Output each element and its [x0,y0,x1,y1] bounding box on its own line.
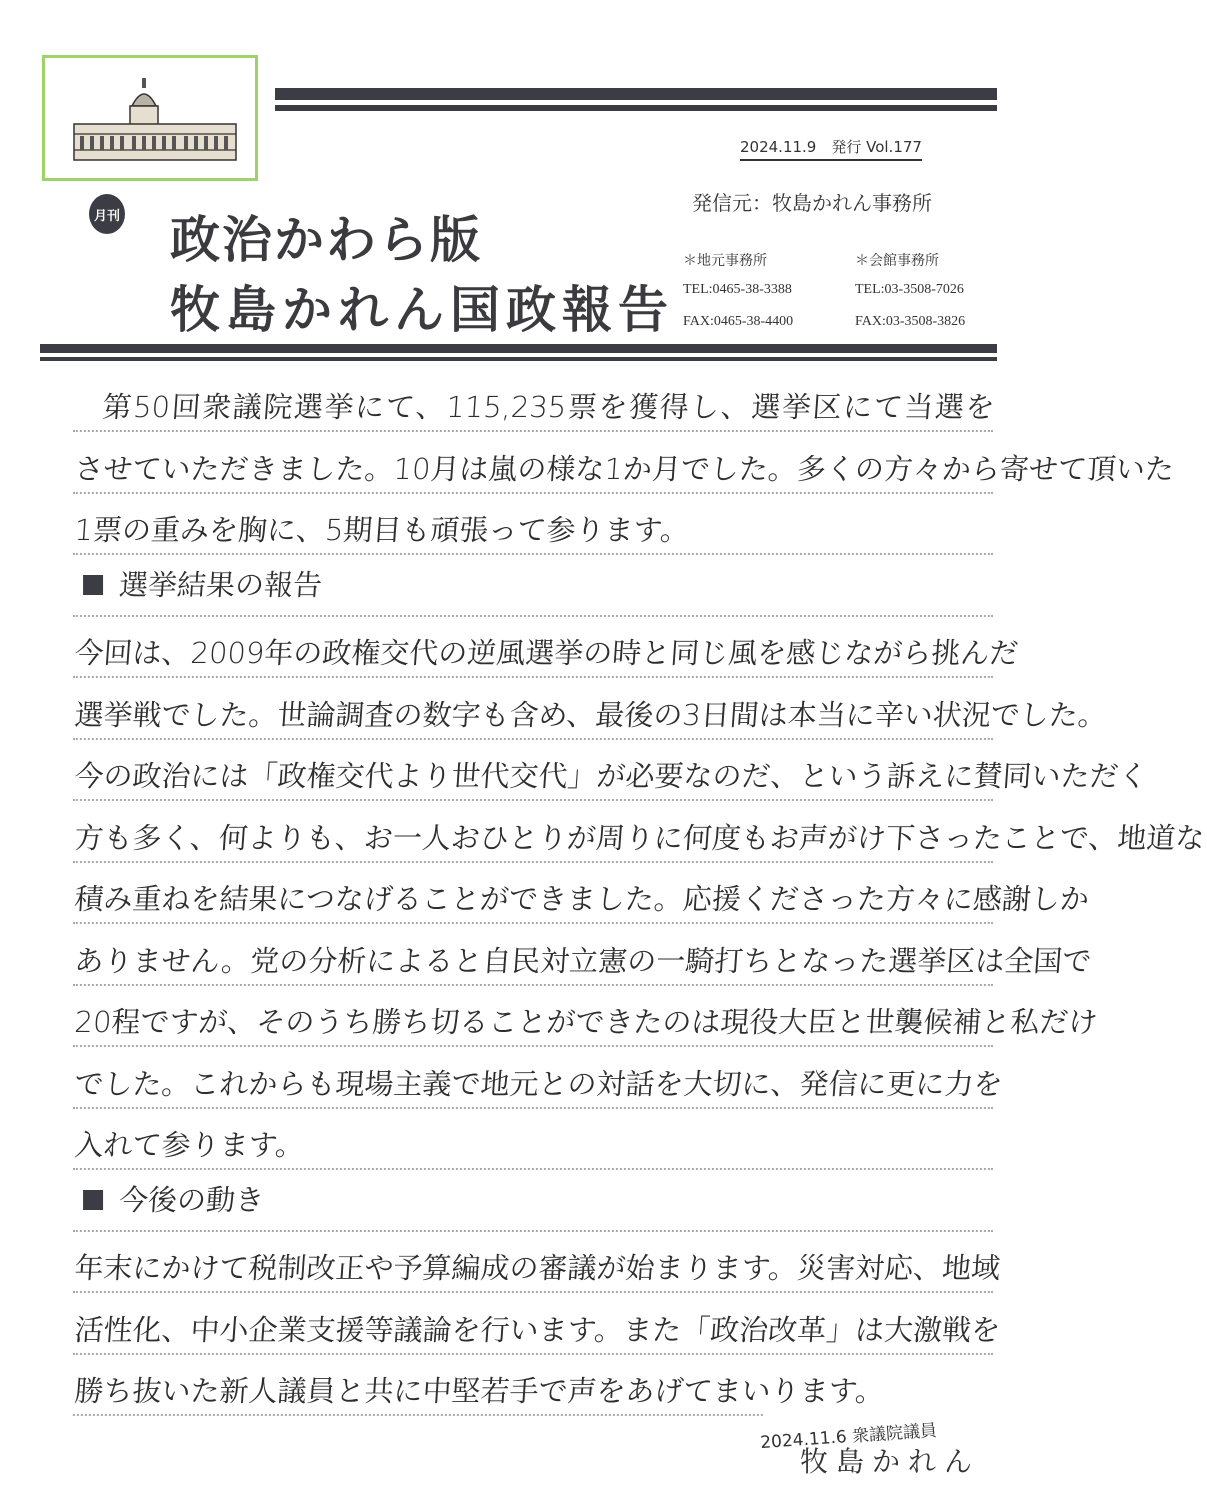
newsletter-subtitle: 牧島かれん国政報告 [170,281,674,339]
body-line: 方も多く、何よりも、お一人おひとりが周りに何度もお声がけ下さったことで、地道な [73,801,997,863]
office-tel: TEL:0465-38-3388 [683,282,792,297]
office-tel: TEL:03-3508-7026 [855,282,964,297]
letter-body [73,370,1206,1416]
signature-name: 牧島かれん [800,1445,981,1478]
monthly-badge: 月刊 [89,194,125,234]
body-line: 第50回衆議院選挙にて、115,235票を獲得し、選挙区にて当選を [73,370,997,432]
square-bullet-icon [83,574,103,594]
body-line: 年末にかけて税制改正や予算編成の審議が始まります。災害対応、地域 [73,1231,997,1293]
body-line: 20程ですが、そのうち勝ち切ることができたのは現役大臣と世襲候補と私だけ [73,985,997,1047]
newsletter-title: 政治かわら版 [170,211,482,269]
body-line: 1票の重みを胸に、5期目も頑張って参ります。 [73,493,997,555]
body-line: させていただきました。10月は嵐の様な1か月でした。多くの方々から寄せて頂いた [73,432,997,494]
office-local [683,250,793,346]
body-line: 今の政治には「政権交代より世代交代」が必要なのだ、という訴えに賛同いただく [73,739,997,801]
heading-text: 選挙結果の報告 [117,567,324,602]
section-heading [73,1170,997,1232]
body-line: 積み重ねを結果につなげることができました。応援くださった方々に感謝しか [73,862,997,924]
body-line: 勝ち抜いた新人議員と共に中堅若手で声をあげてまいります。 [73,1354,767,1416]
section-rule-thin [40,357,997,361]
office-fax: FAX:0465-38-4400 [683,314,794,329]
body-line: 活性化、中小企業支援等議論を行います。また「政治改革」は大激戦を [73,1293,997,1355]
office-kaikan [855,250,965,346]
section-rule-thick [40,344,997,353]
header-rule-thin [275,105,997,111]
header-rule-thick [275,88,997,100]
diet-building-logo [42,55,258,181]
diet-building-icon [70,76,240,166]
body-line: ありません。党の分析によると自民対立憲の一騎打ちとなった選挙区は全国で [73,924,997,986]
body-line: 今回は、2009年の政権交代の逆風選挙の時と同じ風を感じながら挑んだ [73,616,997,678]
square-bullet-icon [83,1189,103,1209]
office-name: ＊会館事務所 [855,254,939,269]
signature-date-title: 2024.11.6 衆議院議員 [759,1420,938,1454]
body-line: 入れて参ります。 [73,1108,997,1170]
issue-date: 2024.11.9 発行 Vol.177 [740,136,922,161]
sender: 発信元：牧島かれん事務所 [692,191,932,215]
heading-text: 今後の動き [117,1182,266,1217]
office-name: ＊地元事務所 [683,254,767,269]
body-line: でした。これからも現場主義で地元との対話を大切に、発信に更に力を [73,1047,997,1109]
section-heading [73,555,997,617]
body-line: 選挙戦でした。世論調査の数字も含め、最後の3日間は本当に辛い状況でした。 [73,678,997,740]
office-fax: FAX:03-3508-3826 [855,314,966,329]
